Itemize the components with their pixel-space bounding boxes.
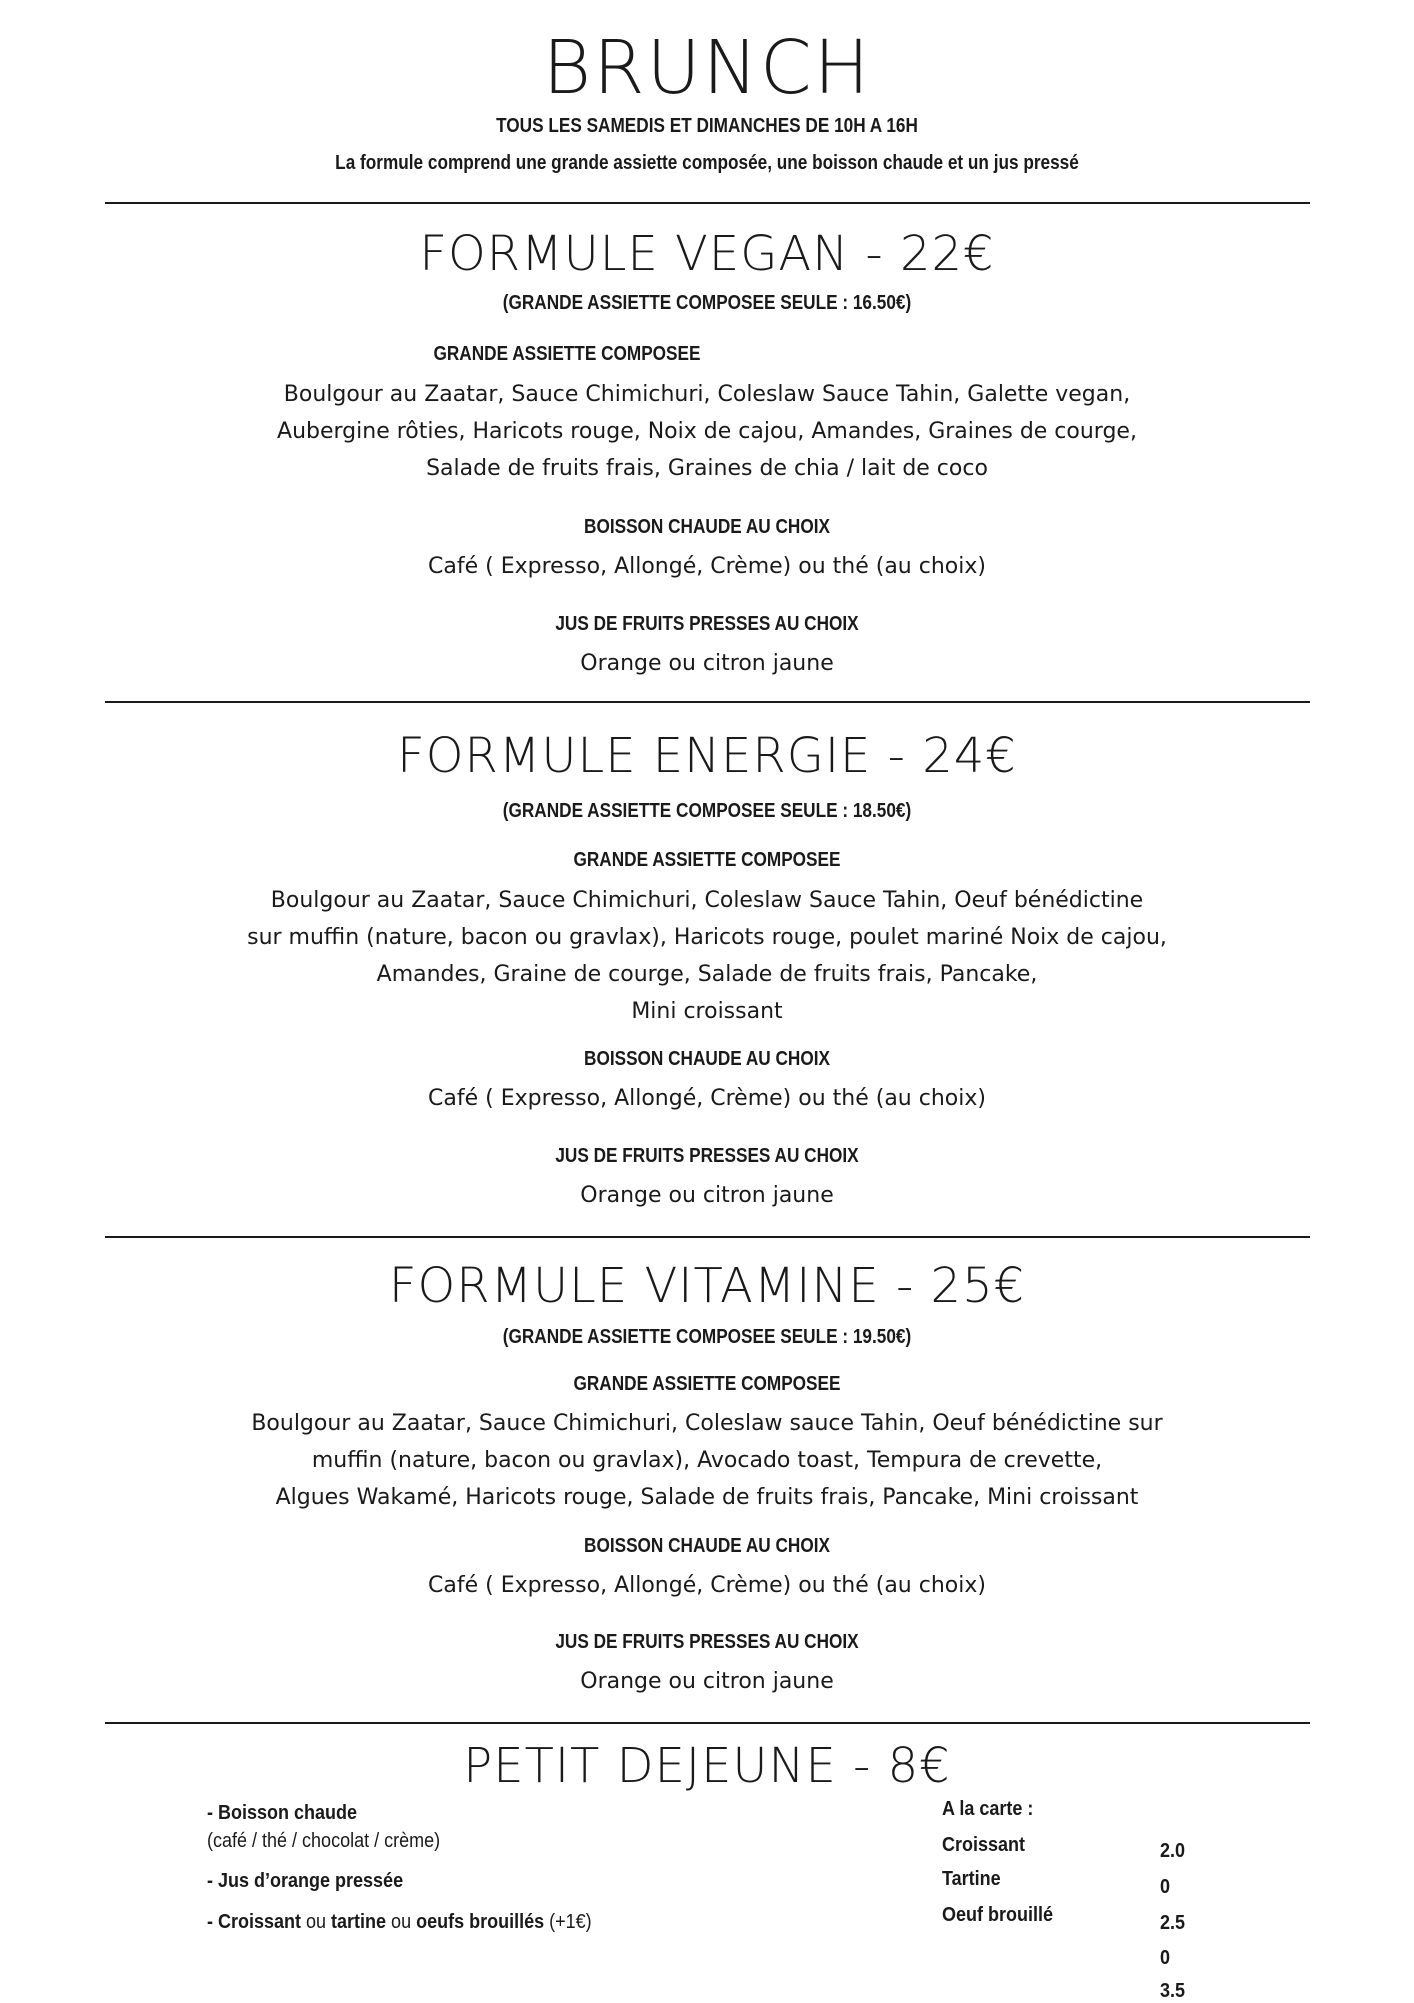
a-la-carte-item: Oeuf brouillé — [942, 1904, 1054, 1926]
vitamine-plate-description — [0, 1405, 1414, 1516]
choice-tartine: tartine — [331, 1911, 387, 1933]
vitamine-drink-text: Café ( Expresso, Allongé, Crème) ou thé (au choix) — [428, 1573, 986, 1598]
vegan-drink-text: Café ( Expresso, Allongé, Crème) ou thé (au choix) — [428, 554, 986, 579]
a-la-carte-item: Croissant — [942, 1834, 1026, 1856]
energie-plate-description — [0, 882, 1414, 1030]
choice-or: ou — [301, 1911, 332, 1933]
description-line: Mini croissant — [631, 999, 783, 1024]
vegan-drink-heading: BOISSON CHAUDE AU CHOIX — [584, 516, 830, 538]
a-la-carte-price: 2.5 — [1160, 1912, 1186, 1934]
choice-croissant: - Croissant — [207, 1911, 302, 1933]
description-line: Salade de fruits frais, Graines de chia / lait de coco — [426, 456, 988, 481]
energie-drink-heading: BOISSON CHAUDE AU CHOIX — [584, 1048, 830, 1070]
a-la-carte-price: 2.0 — [1160, 1840, 1186, 1862]
petit-dejeune-title: PETIT DEJEUNE - 8€ — [463, 1738, 951, 1794]
vitamine-juice-heading: JUS DE FRUITS PRESSES AU CHOIX — [555, 1631, 859, 1653]
description-line: Boulgour au Zaatar, Sauce Chimichuri, Coleslaw Sauce Tahin, Oeuf bénédictine — [270, 888, 1144, 913]
description-line: Algues Wakamé, Haricots rouge, Salade de fruits frais, Pancake, Mini croissant — [275, 1485, 1139, 1510]
divider — [105, 1722, 1310, 1724]
choice-or: ou — [386, 1911, 417, 1933]
petit-dejeune-item-choice — [207, 1911, 592, 1934]
vitamine-price-note: (GRANDE ASSIETTE COMPOSEE SEULE : 19.50€) — [502, 1326, 912, 1348]
a-la-carte-price: 0 — [1160, 1947, 1171, 1969]
vitamine-drink-heading: BOISSON CHAUDE AU CHOIX — [584, 1535, 830, 1557]
vegan-juice-text: Orange ou citron jaune — [580, 651, 834, 676]
choice-oeufs: oeufs brouillés — [416, 1911, 545, 1933]
a-la-carte-price: 3.5 — [1160, 1980, 1186, 2002]
description-line: Amandes, Graine de courge, Salade de fruits frais, Pancake, — [376, 962, 1038, 987]
divider — [105, 202, 1310, 204]
energie-juice-text: Orange ou citron jaune — [580, 1183, 834, 1208]
description-line: sur muffin (nature, bacon ou gravlax), Haricots rouge, poulet mariné Noix de cajou, — [247, 925, 1167, 950]
energie-title: FORMULE ENERGIE - 24€ — [397, 728, 1017, 784]
vitamine-plate-heading: GRANDE ASSIETTE COMPOSEE — [573, 1373, 841, 1395]
energie-juice-heading: JUS DE FRUITS PRESSES AU CHOIX — [555, 1145, 859, 1167]
description-line: Boulgour au Zaatar, Sauce Chimichuri, Coleslaw sauce Tahin, Oeuf bénédictine sur — [251, 1411, 1163, 1436]
petit-dejeune-item-juice: - Jus d’orange pressée — [207, 1870, 404, 1892]
energie-plate-heading: GRANDE ASSIETTE COMPOSEE — [573, 849, 841, 871]
vegan-price-note: (GRANDE ASSIETTE COMPOSEE SEULE : 16.50€) — [502, 292, 912, 314]
a-la-carte-price: 0 — [1160, 1876, 1171, 1898]
petit-dejeune-item-drink: - Boisson chaude — [207, 1802, 358, 1824]
vegan-plate-description — [0, 376, 1414, 487]
vitamine-title: FORMULE VITAMINE - 25€ — [388, 1258, 1026, 1314]
a-la-carte-item: Tartine — [942, 1868, 1001, 1890]
divider — [105, 1236, 1310, 1238]
vegan-title: FORMULE VEGAN - 22€ — [419, 226, 995, 282]
page-title: BRUNCH — [542, 25, 872, 111]
description-line: Boulgour au Zaatar, Sauce Chimichuri, Coleslaw Sauce Tahin, Galette vegan, — [283, 382, 1131, 407]
description-line: Aubergine rôties, Haricots rouge, Noix de cajou, Amandes, Graines de courge, — [277, 419, 1137, 444]
divider — [105, 701, 1310, 703]
choice-extra: (+1€) — [544, 1911, 592, 1933]
vitamine-juice-text: Orange ou citron jaune — [580, 1669, 834, 1694]
a-la-carte-heading: A la carte : — [942, 1798, 1034, 1820]
schedule-text: TOUS LES SAMEDIS ET DIMANCHES DE 10H A 16H — [496, 115, 918, 137]
energie-price-note: (GRANDE ASSIETTE COMPOSEE SEULE : 18.50€) — [502, 800, 912, 822]
energie-drink-text: Café ( Expresso, Allongé, Crème) ou thé (au choix) — [428, 1086, 986, 1111]
petit-dejeune-item-drink-detail: (café / thé / chocolat / crème) — [207, 1830, 441, 1852]
description-line: muffin (nature, bacon ou gravlax), Avocado toast, Tempura de crevette, — [311, 1448, 1103, 1473]
intro-text: La formule comprend une grande assiette composée, une boisson chaude et un jus pressé — [335, 152, 1079, 174]
vegan-plate-heading: GRANDE ASSIETTE COMPOSEE — [433, 343, 701, 365]
vegan-juice-heading: JUS DE FRUITS PRESSES AU CHOIX — [555, 613, 859, 635]
